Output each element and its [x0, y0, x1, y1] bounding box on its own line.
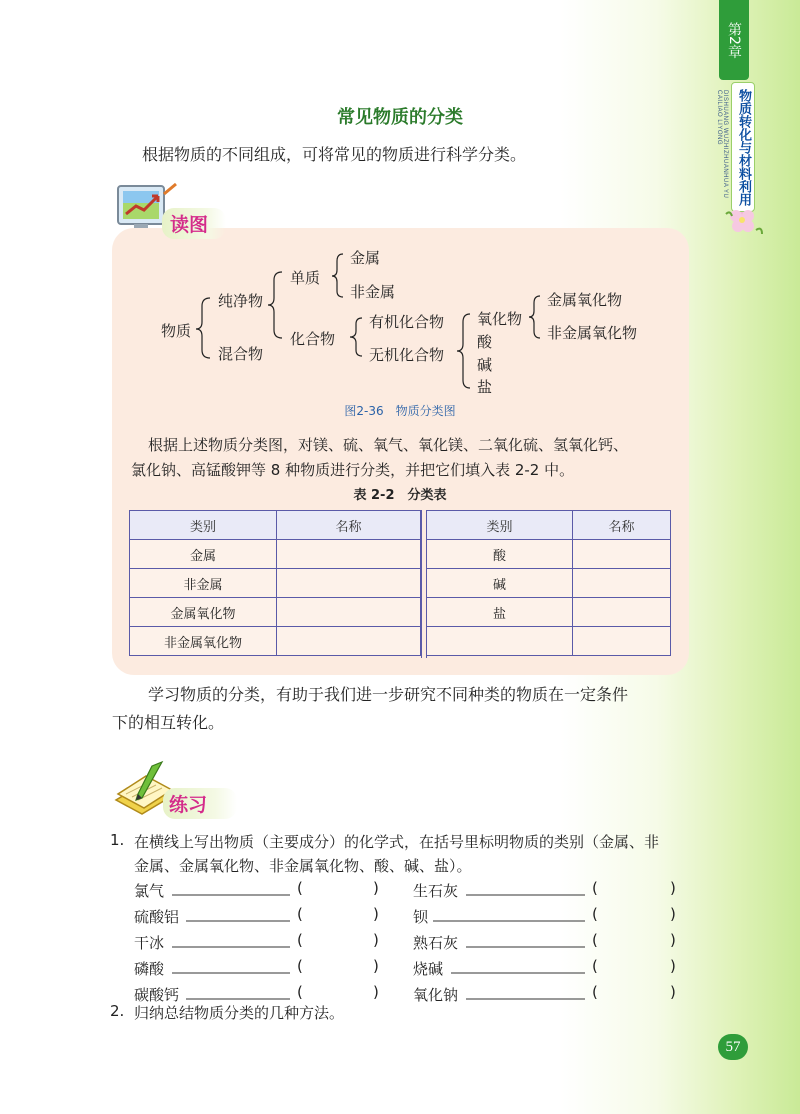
q1-line-1: 在横线上写出物质（主要成分）的化学式，在括号里标明物质的类别（金属、非	[134, 833, 660, 851]
paren-close: )	[373, 931, 379, 949]
chapter-title: 物质转化与材料利用	[731, 82, 755, 212]
tree-mixture: 混合物	[218, 345, 264, 363]
tree-compound: 化合物	[290, 330, 336, 348]
substance-name: 硫酸铝	[134, 908, 180, 926]
paren-close: )	[670, 957, 676, 975]
tree-acid: 酸	[477, 333, 493, 351]
paren-close: )	[670, 879, 676, 897]
substance-name: 熟石灰	[413, 934, 459, 952]
paren-open: (	[297, 957, 303, 975]
paren-close: )	[373, 879, 379, 897]
header-category: 类别	[427, 511, 573, 540]
substance-name: 烧碱	[413, 960, 444, 978]
tree-organic: 有机化合物	[369, 313, 445, 331]
paren-open: (	[592, 957, 598, 975]
substance-name: 氧化钠	[413, 986, 459, 1004]
paren-open: (	[592, 905, 598, 923]
tree-salt: 盐	[477, 378, 493, 396]
tree-base: 碱	[477, 356, 493, 374]
paren-close: )	[373, 983, 379, 1001]
tree-nonmetal: 非金属	[350, 283, 396, 301]
tree-pure: 纯净物	[218, 292, 264, 310]
header-name: 名称	[573, 511, 671, 540]
chapter-tab: 第2章	[719, 0, 749, 80]
figure-caption: 图2-36 物质分类图	[344, 404, 456, 418]
intro-text: 根据物质的不同组成，可将常见的物质进行科学分类。	[142, 145, 527, 164]
paren-open: (	[297, 879, 303, 897]
paren-close: )	[670, 905, 676, 923]
tree-metal-oxide: 金属氧化物	[547, 291, 623, 309]
header-name: 名称	[277, 511, 421, 540]
substance-name: 磷酸	[134, 960, 165, 978]
header-category: 类别	[130, 511, 277, 540]
summary-line-1: 学习物质的分类，有助于我们进一步研究不同种类的物质在一定条件	[148, 685, 629, 704]
tree-nonmetal-oxide: 非金属氧化物	[547, 324, 638, 342]
tree-oxide: 氧化物	[477, 310, 523, 328]
category-cell: 碱	[427, 569, 573, 598]
q1-number: 1.	[110, 831, 125, 849]
tree-metal: 金属	[350, 249, 381, 267]
q1-line-2: 金属、金属氧化物、非金属氧化物、酸、碱、盐）。	[134, 857, 472, 875]
substance-name: 生石灰	[413, 882, 459, 900]
chapter-pinyin: DISHUANG WUZHIZHUANHUA YU CAILIAO LIYONG	[716, 90, 728, 199]
substance-name: 钡	[413, 908, 429, 926]
paren-open: (	[592, 879, 598, 897]
paren-open: (	[297, 905, 303, 923]
substance-name: 干冰	[134, 934, 165, 952]
q2-number: 2.	[110, 1002, 125, 1020]
tree-inorganic: 无机化合物	[369, 346, 445, 364]
summary-line-2: 下的相互转化。	[112, 713, 225, 732]
category-cell: 盐	[427, 598, 573, 627]
substance-name: 氯气	[134, 882, 165, 900]
section-title: 常见物质的分类	[337, 107, 463, 128]
tree-element: 单质	[290, 269, 321, 287]
category-cell: 金属	[130, 540, 277, 569]
paren-close: )	[373, 957, 379, 975]
category-cell: 非金属	[130, 569, 277, 598]
instruction-line-1: 根据上述物质分类图，对镁、硫、氧气、氧化镁、二氧化硫、氢氧化钙、	[148, 436, 629, 454]
category-cell: 酸	[427, 540, 573, 569]
category-cell: 非金属氧化物	[130, 627, 277, 656]
q2-text: 归纳总结物质分类的几种方法。	[134, 1004, 345, 1022]
paren-open: (	[297, 931, 303, 949]
read-section-label: 读图	[162, 208, 226, 239]
paren-open: (	[297, 983, 303, 1001]
page-number: 57	[718, 1034, 748, 1060]
paren-close: )	[670, 931, 676, 949]
instruction-line-2: 氯化钠、高锰酸钾等 8 种物质进行分类，并把它们填入表 2-2 中。	[131, 461, 575, 479]
substance-name: 碳酸钙	[134, 986, 180, 1004]
paren-open: (	[592, 931, 598, 949]
category-cell: 金属氧化物	[130, 598, 277, 627]
paren-close: )	[670, 983, 676, 1001]
table-caption: 表 2-2 分类表	[353, 488, 447, 503]
tree-root: 物质	[161, 322, 192, 340]
paren-close: )	[373, 905, 379, 923]
practice-section-label: 练习	[163, 788, 237, 819]
paren-open: (	[592, 983, 598, 1001]
